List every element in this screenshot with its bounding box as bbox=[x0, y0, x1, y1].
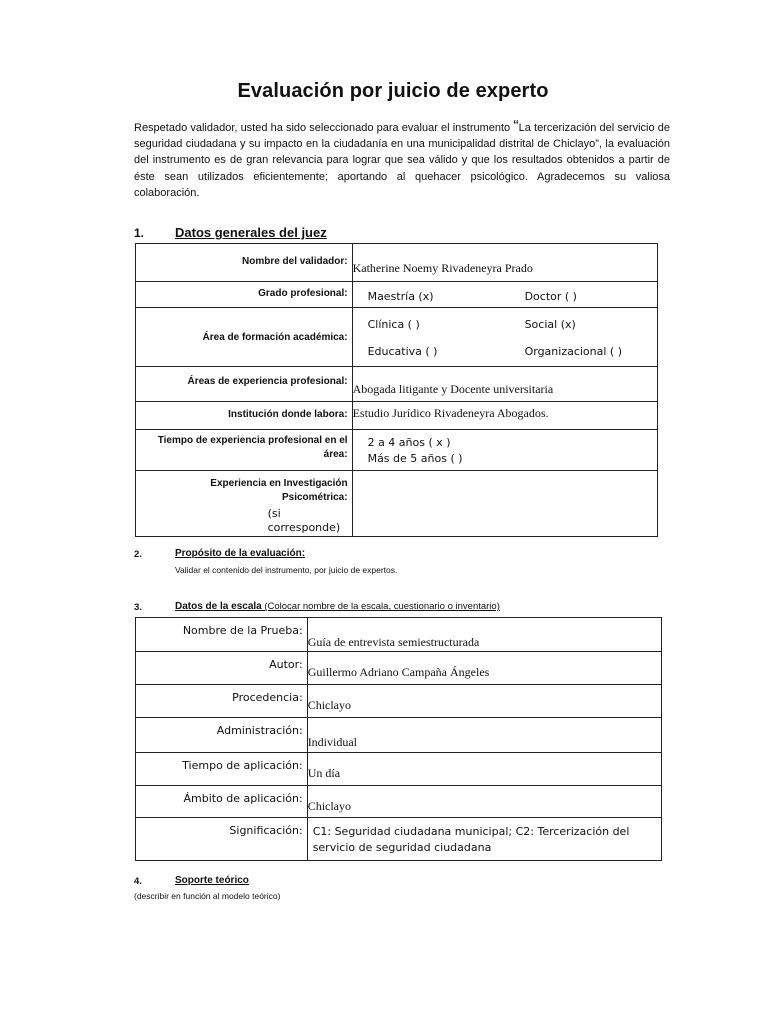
scale-row bbox=[136, 786, 662, 818]
institution-label: Institución donde labora: bbox=[136, 402, 353, 430]
section2-number: 2. bbox=[134, 549, 142, 560]
validator-label: Nombre del validador: bbox=[136, 244, 353, 282]
scale-row-value: Un día bbox=[307, 766, 341, 780]
validator-value: Katherine Noemy Rivadeneyra Prado bbox=[352, 261, 533, 275]
scale-row-value: Chiclayo bbox=[307, 799, 352, 813]
scale-row-value: Chiclayo bbox=[307, 698, 352, 712]
research-value bbox=[352, 471, 657, 537]
section1-number: 1. bbox=[134, 226, 145, 240]
intro-text-start: Respetado validador, usted ha sido seleccionado para evaluar el instrumento bbox=[134, 122, 514, 134]
time-option-5-plus: Más de 5 años ( ) bbox=[367, 452, 463, 465]
scale-row-label: Procedencia: bbox=[136, 685, 308, 718]
section4-title: Soporte teórico bbox=[175, 875, 249, 886]
scale-row-label: Significación: bbox=[136, 818, 308, 861]
scale-row-label: Autor: bbox=[136, 652, 308, 685]
experience-time-row bbox=[136, 430, 658, 471]
page-title: Evaluación por juicio de experto bbox=[237, 80, 549, 102]
intro-paragraph bbox=[134, 120, 670, 201]
area-row bbox=[136, 308, 658, 367]
research-note: (si corresponde) bbox=[267, 507, 341, 534]
area-option-social: Social (x) bbox=[524, 318, 576, 331]
experience-time-label: Tiempo de experiencia profesional en el área: bbox=[136, 430, 353, 471]
scale-row-value: Individual bbox=[307, 735, 358, 749]
degree-option-doctor: Doctor ( ) bbox=[524, 290, 577, 303]
area-label: Área de formación académica: bbox=[136, 308, 353, 367]
intro-open-quote: “ bbox=[513, 118, 519, 135]
scale-row-label: Nombre de la Prueba: bbox=[136, 618, 308, 652]
section3-note: (Colocar nombre de la escala, cuestionario o inventario) bbox=[261, 601, 500, 612]
scale-row bbox=[136, 652, 662, 685]
section3-number: 3. bbox=[134, 602, 142, 613]
scale-data-table bbox=[135, 617, 662, 861]
section2-text: Validar el contenido del instrumento, por juicio de expertos. bbox=[175, 565, 398, 575]
scale-row bbox=[136, 618, 662, 652]
experience-areas-label: Áreas de experiencia profesional: bbox=[136, 367, 353, 402]
scale-row-value: C1: Seguridad ciudadana municipal; C2: Tercerización del servicio de seguridad ciudadana bbox=[307, 818, 661, 861]
scale-row-value: Guillermo Adriano Campaña Ángeles bbox=[307, 665, 490, 679]
degree-row bbox=[136, 282, 658, 308]
experience-areas-row bbox=[136, 367, 658, 402]
institution-value: Estudio Jurídico Rivadeneyra Abogados. bbox=[352, 406, 549, 420]
judge-data-table bbox=[135, 243, 658, 537]
scale-row bbox=[136, 685, 662, 718]
validator-row bbox=[136, 244, 658, 282]
scale-row bbox=[136, 718, 662, 753]
intro-text-rest: La tercerización del servicio de seguridad ciudadana y su impacto en la ciudadanía en una municipalidad distrital de Chiclayo”, la evaluación del instrumento es de gran relevancia para lograr que sea válido y que los resultados obtenidos a partir de éste sean utilizados eficientemente; aportando al quehacer psicológico. Agradecemos su valiosa colaboración. bbox=[134, 122, 670, 199]
area-option-educational: Educativa ( ) bbox=[367, 345, 438, 358]
experience-areas-value: Abogada litigante y Docente universitaria bbox=[352, 382, 554, 396]
section2-title: Propósito de la evaluación: bbox=[175, 548, 306, 559]
scale-row bbox=[136, 818, 662, 861]
area-option-clinical: Clínica ( ) bbox=[367, 318, 420, 331]
scale-row-label: Ámbito de aplicación: bbox=[136, 786, 308, 818]
institution-row bbox=[136, 402, 658, 430]
time-option-2-4: 2 a 4 años ( x ) bbox=[367, 436, 451, 449]
research-label: Experiencia en Investigación Psicométrica: bbox=[210, 478, 348, 503]
scale-row bbox=[136, 753, 662, 786]
degree-label: Grado profesional: bbox=[136, 282, 353, 308]
section3-title: Datos de la escala bbox=[175, 601, 262, 612]
scale-row-value: Guía de entrevista semiestructurada bbox=[307, 635, 480, 649]
area-option-organizational: Organizacional ( ) bbox=[524, 345, 623, 358]
section1-title: Datos generales del juez bbox=[175, 225, 327, 240]
research-row bbox=[136, 471, 658, 537]
degree-option-masters: Maestría (x) bbox=[367, 290, 434, 303]
scale-row-label: Tiempo de aplicación: bbox=[136, 753, 308, 786]
section4-text: (describir en función al modelo teórico) bbox=[134, 891, 281, 901]
section4-number: 4. bbox=[134, 876, 142, 887]
scale-row-label: Administración: bbox=[136, 718, 308, 753]
